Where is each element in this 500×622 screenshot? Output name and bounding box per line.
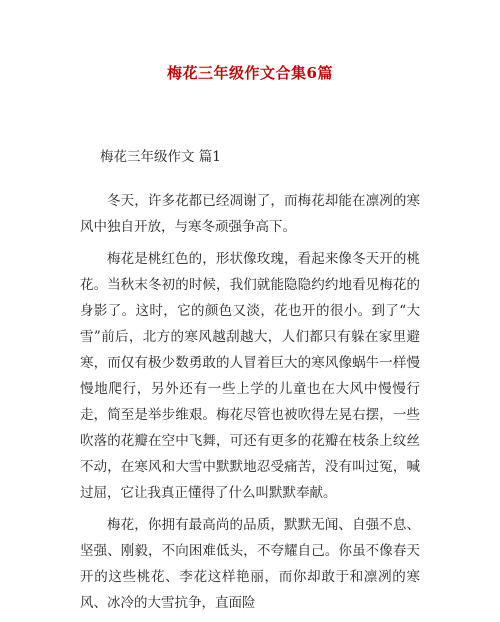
document-body: [80, 188, 420, 622]
paragraph-2: 梅花是桃红色的，形状像玫瑰，看起来像冬天开的桃花。当秋末冬初的时候，我们就能隐隐约约地看见梅花的身影了。这时，它的颜色又淡，花也开的很小。到了“大雪”前后，北方的寒风越刮越大，人们都只有躲在家里避寒，而仅有极少数勇敢的人冒着巨大的寒风像蜗牛一样慢慢地爬行，另外还有一些上学的儿童也在大风中慢慢行走，简至是举步维艰。梅花尽管也被吹得左晃右摆，一些吹落的花瓣在空中飞舞，可还有更多的花瓣在枝条上纹丝不动，在寒风和大雪中默默地忍受痛苦，没有叫过冤，喊过屈，它让我真正懂得了什么叫默默奉献。: [80, 251, 420, 501]
paragraph-3: 梅花，你拥有最高尚的品质，默默无闻、自强不息、坚强、刚毅，不向困难低头，不夸耀自己。你虽不像春天开的这些桃花、李花这样艳丽，而你却敢于和凛冽的寒风、冰冷的大雪抗争，直面险: [80, 517, 420, 611]
section-heading: 梅花三年级作文 篇1: [100, 149, 221, 165]
document-title: 梅花三年级作文合集6篇: [167, 64, 333, 82]
paragraph-1: 冬天，许多花都已经凋谢了，而梅花却能在凛冽的寒风中独自开放，与寒冬顽强争高下。: [80, 193, 420, 235]
